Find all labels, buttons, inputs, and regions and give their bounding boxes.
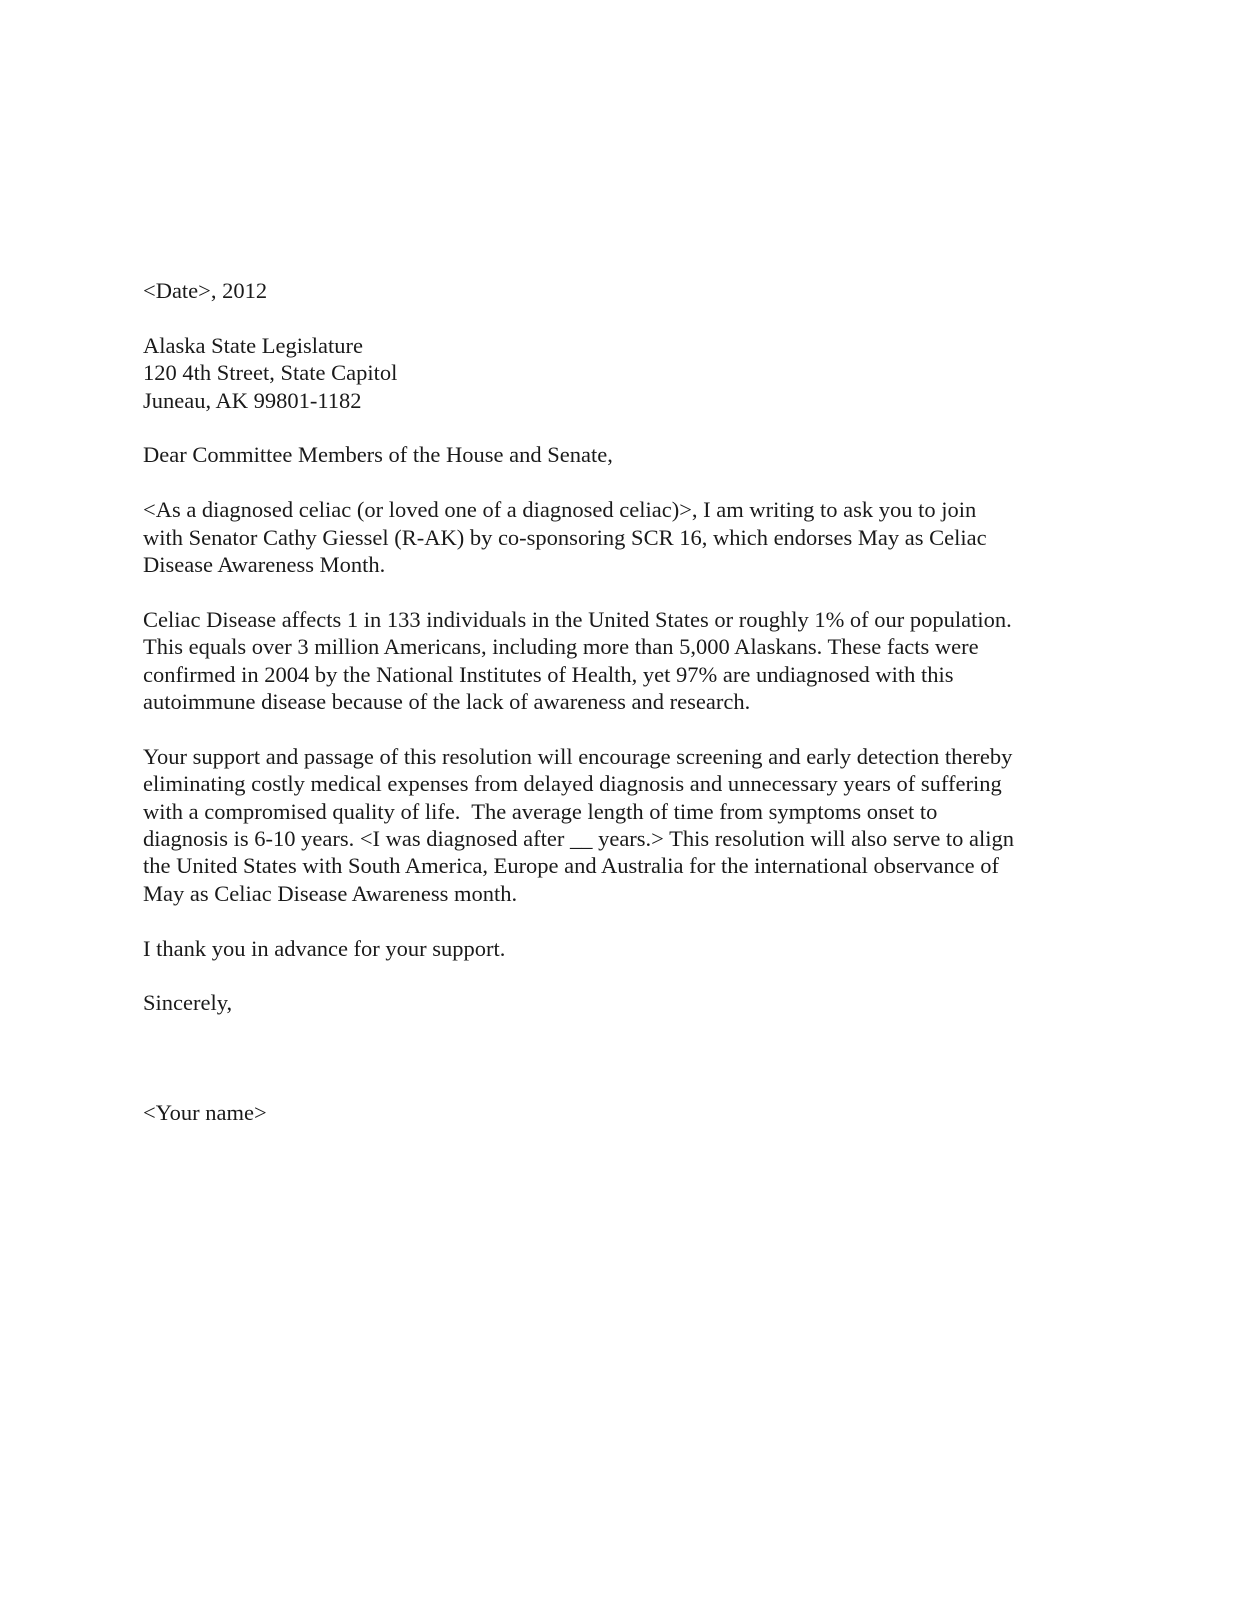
paragraph-line: autoimmune disease because of the lack of awareness and research. (143, 689, 751, 715)
paragraph-support (143, 743, 1103, 907)
thanks-line: I thank you in advance for your support. (143, 935, 506, 961)
paragraph-line: This equals over 3 million Americans, including more than 5,000 Alaskans. These facts were (143, 634, 979, 660)
signature-space (143, 1017, 1103, 1099)
recipient-line-2: 120 4th Street, State Capitol (143, 360, 398, 386)
paragraph-line: May as Celiac Disease Awareness month. (143, 880, 518, 906)
paragraph-line: Celiac Disease affects 1 in 133 individuals in the United States or roughly 1% of our population. (143, 606, 1012, 632)
paragraph-line: <As a diagnosed celiac (or loved one of a diagnosed celiac)>, I am writing to ask you to join (143, 497, 977, 523)
paragraph-line: confirmed in 2004 by the National Institutes of Health, yet 97% are undiagnosed with this (143, 661, 954, 687)
paragraph-line: with Senator Cathy Giessel (R-AK) by co-sponsoring SCR 16, which endorses May as Celiac (143, 524, 987, 550)
signature-name: <Your name> (143, 1099, 267, 1125)
paragraph-line: eliminating costly medical expenses from delayed diagnosis and unnecessary years of suffering (143, 771, 1002, 797)
salutation: Dear Committee Members of the House and Senate, (143, 442, 613, 468)
date-line: <Date>, 2012 (143, 278, 268, 303)
recipient-line-1: Alaska State Legislature (143, 332, 363, 358)
recipient-address (143, 332, 1103, 414)
paragraph-line: diagnosis is 6-10 years. <I was diagnosed after __ years.> This resolution will also serve to align (143, 826, 1015, 852)
paragraph-line: with a compromised quality of life. The average length of time from symptoms onset to (143, 798, 938, 824)
spacer (143, 304, 1103, 331)
recipient-line-3: Juneau, AK 99801-1182 (143, 387, 362, 413)
spacer (143, 414, 1103, 441)
spacer (143, 578, 1103, 605)
closing: Sincerely, (143, 990, 233, 1016)
letter-body (143, 277, 1103, 1126)
spacer (143, 907, 1103, 934)
paragraph-line: Disease Awareness Month. (143, 552, 386, 578)
paragraph-line: Your support and passage of this resolution will encourage screening and early detection thereby (143, 743, 1013, 769)
paragraph-request (143, 496, 1103, 578)
spacer (143, 962, 1103, 989)
spacer (143, 469, 1103, 496)
spacer (143, 715, 1103, 742)
paragraph-facts (143, 606, 1103, 716)
paragraph-line: the United States with South America, Europe and Australia for the international observance of (143, 853, 1000, 879)
